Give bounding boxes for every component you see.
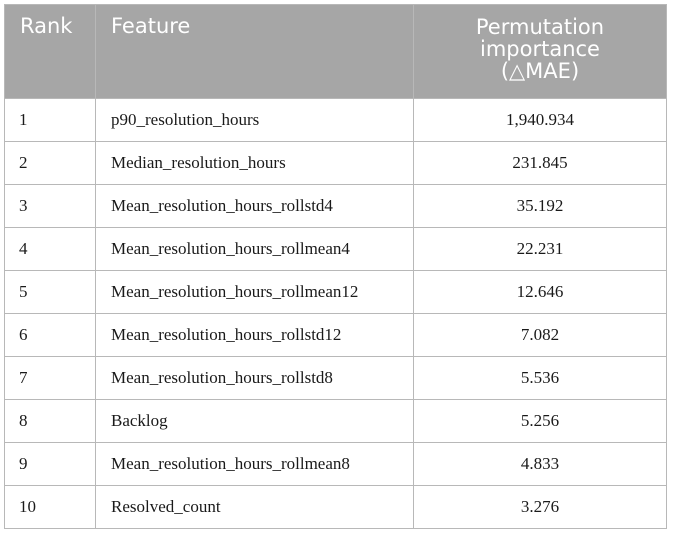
importance-cell: 5.536 [414,357,667,400]
table-row [5,314,667,357]
importance-cell: 35.192 [414,185,667,228]
rank-cell: 6 [5,314,96,357]
importance-cell: 12.646 [414,271,667,314]
header-rank: Rank [5,5,96,99]
table-body [5,99,667,529]
table-row [5,228,667,271]
feature-cell: Mean_resolution_hours_rollstd8 [96,357,414,400]
rank-cell: 4 [5,228,96,271]
rank-cell: 5 [5,271,96,314]
table-row [5,185,667,228]
feature-cell: Mean_resolution_hours_rollmean8 [96,443,414,486]
rank-cell: 8 [5,400,96,443]
table-row [5,486,667,529]
header-row [5,5,667,99]
feature-cell: Mean_resolution_hours_rollmean12 [96,271,414,314]
table-row [5,271,667,314]
table-header [5,5,667,99]
rank-cell: 9 [5,443,96,486]
importance-cell: 7.082 [414,314,667,357]
header-importance-line3: (△MAE) [500,59,580,83]
feature-cell: Backlog [96,400,414,443]
feature-cell: p90_resolution_hours [96,99,414,142]
rank-cell: 7 [5,357,96,400]
table-row [5,357,667,400]
feature-importance-table-container [4,4,666,529]
importance-cell: 22.231 [414,228,667,271]
table-row [5,400,667,443]
importance-cell: 4.833 [414,443,667,486]
rank-cell: 3 [5,185,96,228]
table-row [5,99,667,142]
feature-cell: Mean_resolution_hours_rollmean4 [96,228,414,271]
feature-importance-table [4,4,667,529]
rank-cell: 10 [5,486,96,529]
rank-cell: 1 [5,99,96,142]
rank-cell: 2 [5,142,96,185]
table-row [5,142,667,185]
header-importance-line2: importance [480,37,600,61]
importance-cell: 1,940.934 [414,99,667,142]
table-row [5,443,667,486]
importance-cell: 231.845 [414,142,667,185]
header-importance-line1: Permutation [475,15,605,39]
feature-cell: Mean_resolution_hours_rollstd12 [96,314,414,357]
importance-cell: 5.256 [414,400,667,443]
header-importance [414,5,667,99]
feature-cell: Mean_resolution_hours_rollstd4 [96,185,414,228]
importance-cell: 3.276 [414,486,667,529]
header-feature: Feature [96,5,414,99]
feature-cell: Median_resolution_hours [96,142,414,185]
feature-cell: Resolved_count [96,486,414,529]
